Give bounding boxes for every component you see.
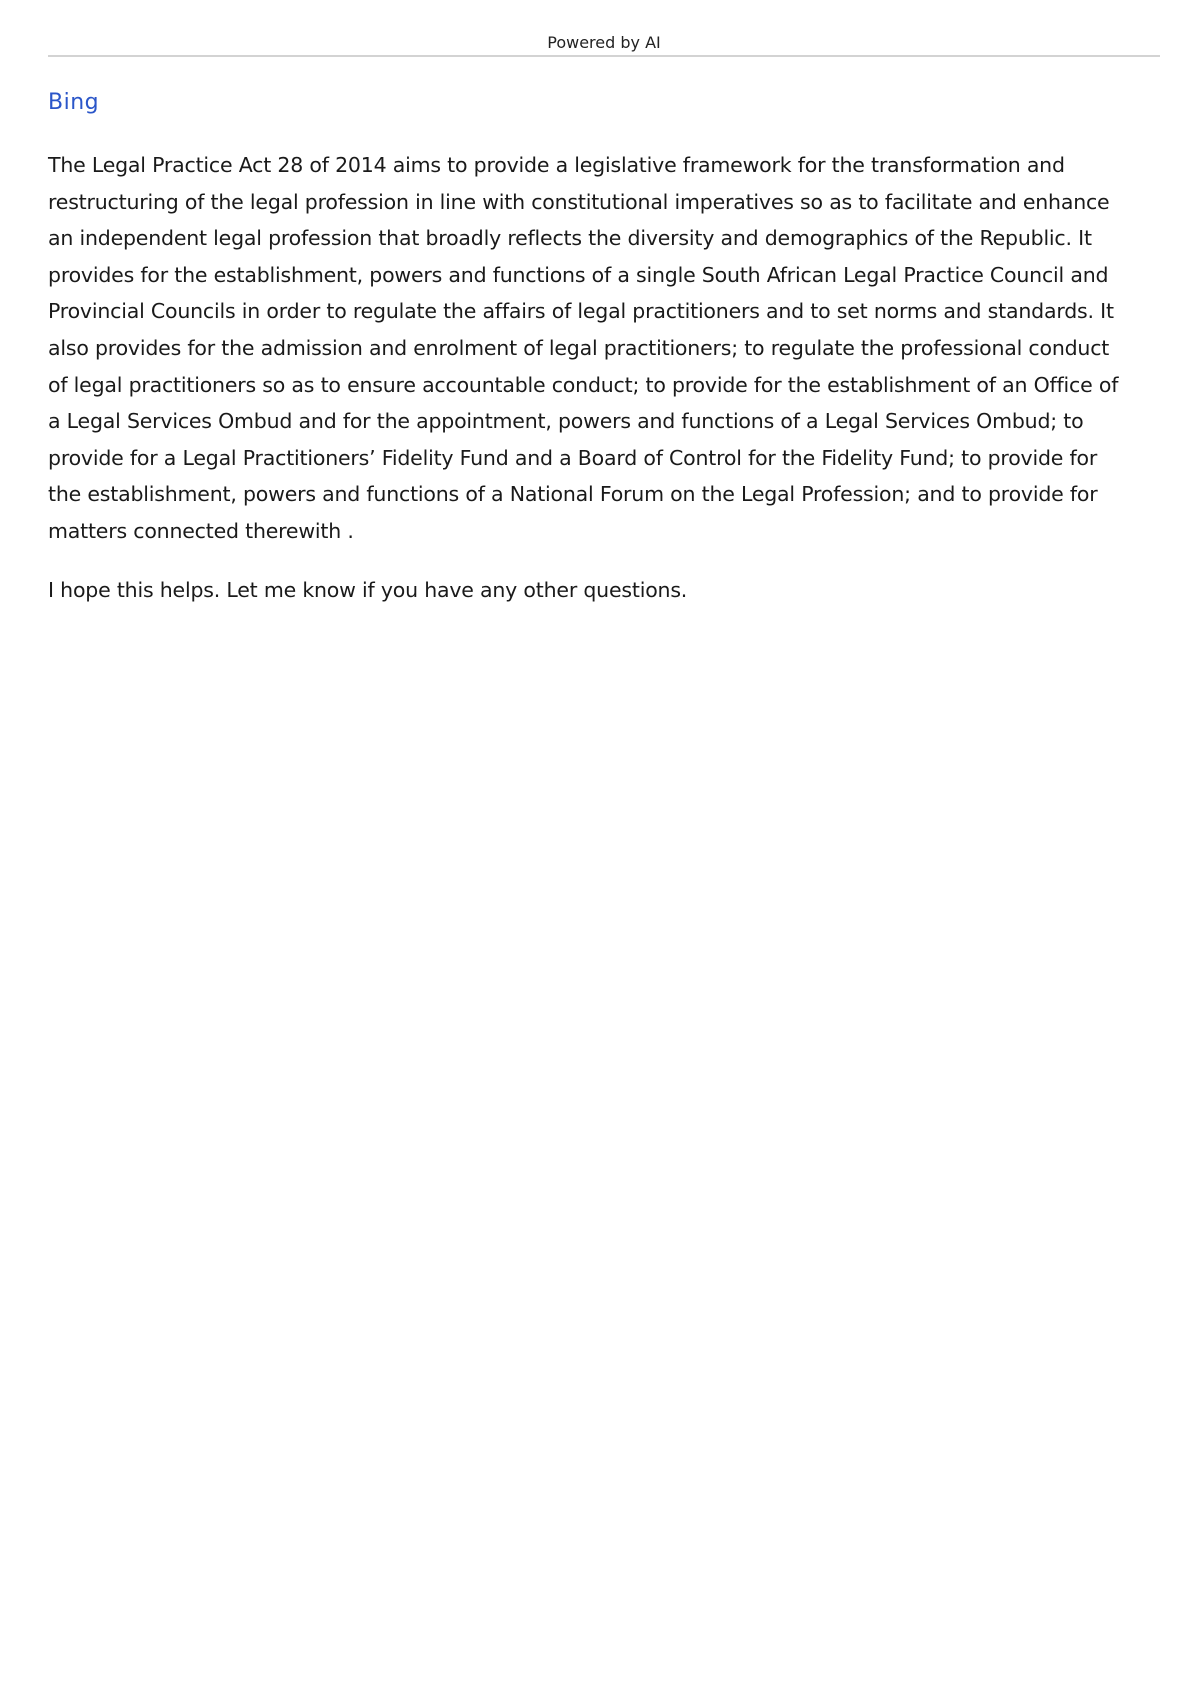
closing-paragraph: I hope this helps. Let me know if you have any other questions. bbox=[48, 577, 688, 602]
answer-paragraph bbox=[48, 147, 1160, 550]
paragraph-line: provide for a Legal Practitioners’ Fidelity Fund and a Board of Control for the Fidelity Fund; to provide for bbox=[48, 445, 1098, 470]
paragraph-line: restructuring of the legal profession in line with constitutional imperatives so as to facilitate and enhance bbox=[48, 189, 1110, 214]
paragraph-line: provides for the establishment, powers and functions of a single South African Legal Practice Council and bbox=[48, 262, 1109, 287]
page-header bbox=[48, 33, 1160, 57]
paragraph-line: an independent legal profession that broadly reflects the diversity and demographics of the Republic. It bbox=[48, 226, 1092, 251]
paragraph-line: of legal practitioners so as to ensure accountable conduct; to provide for the establishment of an Office of bbox=[48, 372, 1119, 397]
paragraph-line: also provides for the admission and enrolment of legal practitioners; to regulate the professional conduct bbox=[48, 335, 1110, 360]
paragraph-line: Provincial Councils in order to regulate the affairs of legal practitioners and to set norms and standards. It bbox=[48, 299, 1114, 324]
powered-by-label: Powered by AI bbox=[547, 33, 661, 52]
paragraph-line: a Legal Services Ombud and for the appointment, powers and functions of a Legal Services Ombud; to bbox=[48, 409, 1084, 434]
paragraph-line: The Legal Practice Act 28 of 2014 aims to provide a legislative framework for the transformation and bbox=[48, 153, 1065, 177]
paragraph-line: matters connected therewith . bbox=[48, 518, 354, 543]
source-title: Bing bbox=[48, 90, 100, 115]
paragraph-line: the establishment, powers and functions of a National Forum on the Legal Profession; and to provide for bbox=[48, 482, 1098, 507]
main-content bbox=[48, 86, 1160, 630]
